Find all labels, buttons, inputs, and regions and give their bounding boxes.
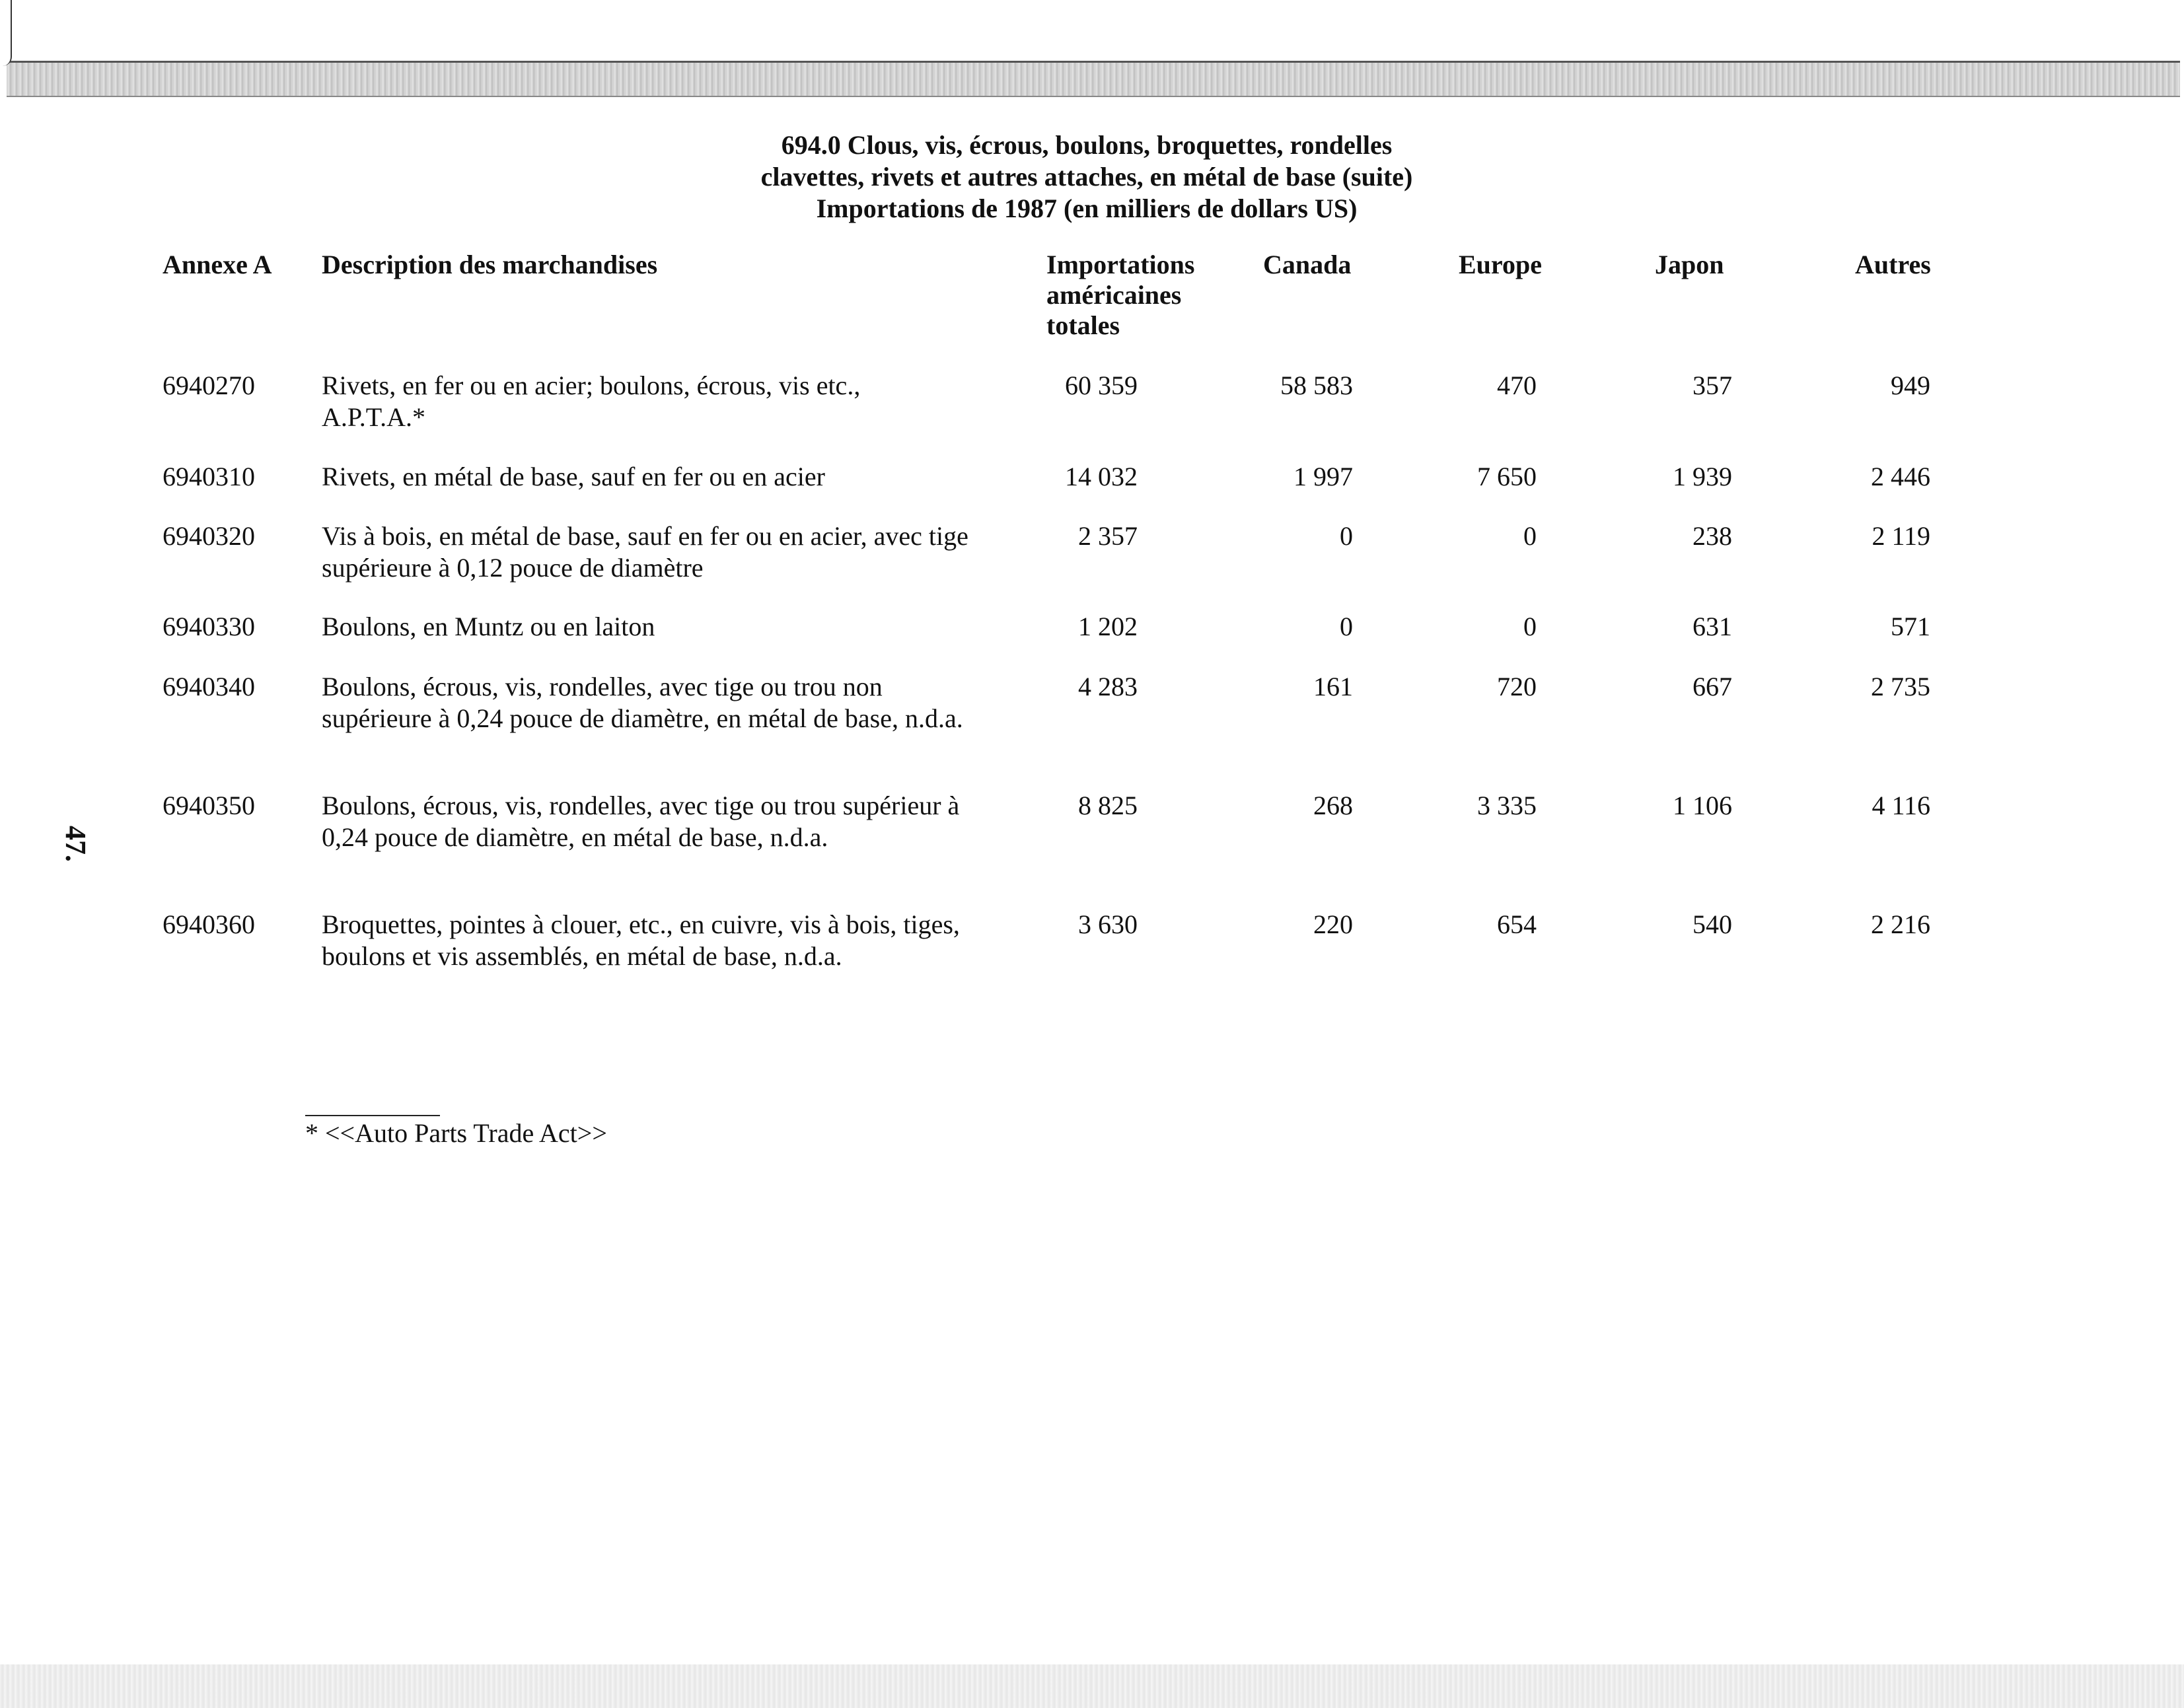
- page-title: [661, 129, 1513, 225]
- row-description: Boulons, en Muntz ou en laiton: [322, 612, 655, 641]
- row-code: 6940310: [163, 462, 255, 491]
- row-japon: 667: [1693, 672, 1732, 701]
- title-line-1: 694.0 Clous, vis, écrous, boulons, broquettes, rondelles: [781, 130, 1393, 160]
- row-autres: 949: [1891, 371, 1930, 400]
- row-total: 4 283: [1078, 672, 1138, 701]
- row-total: 60 359: [1065, 371, 1138, 400]
- header-total: [1046, 250, 1194, 341]
- header-total-line-3: totales: [1046, 310, 1120, 340]
- row-autres: 4 116: [1872, 791, 1930, 820]
- row-japon: 1 106: [1673, 791, 1732, 820]
- header-total-line-2: américaines: [1046, 280, 1182, 310]
- row-code: 6940270: [163, 371, 255, 400]
- row-canada: 1 997: [1293, 462, 1353, 491]
- header-canada: Canada: [1263, 250, 1352, 279]
- row-description: Rivets, en métal de base, sauf en fer ou en acier: [322, 462, 825, 491]
- row-code: 6940330: [163, 612, 255, 641]
- row-europe: 7 650: [1477, 462, 1537, 491]
- row-europe: 3 335: [1477, 791, 1537, 820]
- title-line-2: clavettes, rivets et autres attaches, en métal de base (suite): [760, 162, 1413, 192]
- scan-band-bottom: [0, 1664, 2184, 1708]
- row-europe: 0: [1523, 612, 1537, 641]
- row-japon: 357: [1693, 371, 1732, 400]
- header-europe: Europe: [1459, 250, 1542, 279]
- row-autres: 2 446: [1871, 462, 1930, 491]
- footnote-rule: [305, 1115, 440, 1116]
- row-canada: 161: [1313, 672, 1353, 701]
- row-japon: 238: [1693, 521, 1732, 551]
- page-number: 47.: [59, 826, 92, 862]
- row-description: Broquettes, pointes à clouer, etc., en cuivre, vis à bois, tiges, boulons et vis assemblés, en métal de base, n.d.a.: [322, 909, 960, 971]
- row-description: Boulons, écrous, vis, rondelles, avec tige ou trou non supérieure à 0,24 pouce de diamètre, en métal de base, n.d.a.: [322, 672, 963, 733]
- row-total: 8 825: [1078, 791, 1138, 820]
- row-canada: 268: [1313, 791, 1353, 820]
- scan-corner: [0, 0, 12, 66]
- footnote: * <<Auto Parts Trade Act>>: [305, 1118, 607, 1148]
- row-canada: 58 583: [1280, 371, 1353, 400]
- row-japon: 631: [1693, 612, 1732, 641]
- row-europe: 720: [1497, 672, 1537, 701]
- row-japon: 1 939: [1673, 462, 1732, 491]
- row-code: 6940320: [163, 521, 255, 551]
- row-autres: 571: [1891, 612, 1930, 641]
- row-total: 1 202: [1078, 612, 1138, 641]
- row-code: 6940360: [163, 909, 255, 939]
- scan-band: [7, 61, 2180, 97]
- title-line-3: Importations de 1987 (en milliers de dollars US): [816, 194, 1358, 223]
- row-total: 2 357: [1078, 521, 1138, 551]
- row-autres: 2 735: [1871, 672, 1930, 701]
- row-total: 3 630: [1078, 909, 1138, 939]
- row-total: 14 032: [1065, 462, 1138, 491]
- row-europe: 654: [1497, 909, 1537, 939]
- header-japon: Japon: [1655, 250, 1724, 279]
- header-description: Description des marchandises: [322, 250, 658, 279]
- row-description: Rivets, en fer ou en acier; boulons, écrous, vis etc., A.P.T.A.*: [322, 371, 861, 432]
- header-total-line-1: Importations: [1046, 250, 1195, 279]
- row-canada: 0: [1340, 612, 1353, 641]
- row-code: 6940350: [163, 791, 255, 820]
- row-code: 6940340: [163, 672, 255, 701]
- row-canada: 0: [1340, 521, 1353, 551]
- row-europe: 0: [1523, 521, 1537, 551]
- header-annex: Annexe A: [163, 250, 272, 279]
- row-japon: 540: [1693, 909, 1732, 939]
- row-description: Boulons, écrous, vis, rondelles, avec tige ou trou supérieur à 0,24 pouce de diamètre, en métal de base, n.d.a.: [322, 791, 960, 852]
- row-description: Vis à bois, en métal de base, sauf en fer ou en acier, avec tige supérieure à 0,12 pouce de diamètre: [322, 521, 968, 583]
- row-canada: 220: [1313, 909, 1353, 939]
- row-europe: 470: [1497, 371, 1537, 400]
- scan-edge-top: [0, 0, 2184, 63]
- row-autres: 2 216: [1871, 909, 1930, 939]
- header-autres: Autres: [1855, 250, 1931, 279]
- row-autres: 2 119: [1872, 521, 1930, 551]
